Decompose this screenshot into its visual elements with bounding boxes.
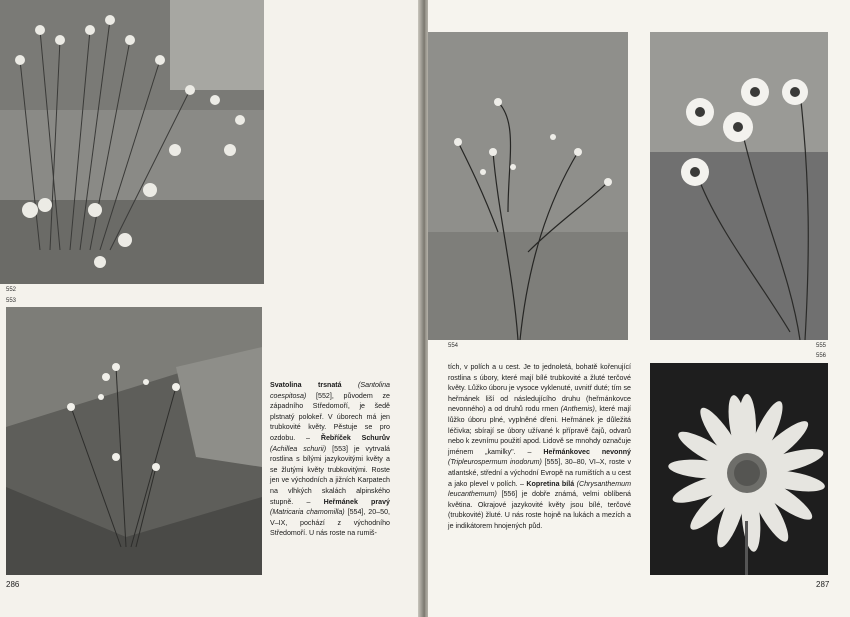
page-number-right: 287: [816, 580, 830, 589]
body-text-right: [448, 362, 631, 532]
species-latin: (Matricaria chamomilla): [270, 508, 345, 517]
page-number-left: 286: [6, 580, 20, 589]
species-name: Svatolina trsnatá: [270, 381, 342, 389]
species-name: Řebříček Schurův: [320, 433, 390, 442]
left-page: [0, 0, 422, 617]
species-description: [556] je dobře známá, velmi oblíbená květina. Okrajové jazykovité květy jsou bílé, terčové (trubkovité) žluté. U nás roste hojně na lukách a mezích a je indikátorem hnojených půd.: [448, 490, 631, 530]
species-description: , které mají lůžko úboru plné, vyplněné dřeni. Heřmánek je důležitá léčivka; sbírají se úbory užívané k přípravě čajů, odvarů nebo k zevnímu použití apod. Lidově se mnohdy označuje jménem „kamilky". –: [448, 405, 631, 456]
photo-label-556: 556: [816, 353, 827, 359]
photo-label-555: 555: [816, 343, 827, 349]
right-page: [428, 0, 850, 617]
species-description: [555], 30–80, VI–X, roste v atlantské, střední a východní Evropě na rumištích a u cest a jako plevel v polích. –: [448, 458, 632, 488]
species-latin: (Achillea schurii): [270, 444, 327, 453]
photo-552-santolina: [0, 0, 264, 284]
species-latin: (Santolina coespitosa): [270, 381, 390, 400]
species-name: Kopretina bílá: [526, 479, 575, 488]
photo-553-achillea: [6, 307, 262, 575]
species-name: Heřmánek pravý: [323, 497, 390, 506]
photo-label-554: 554: [448, 343, 459, 349]
species-latin: (Anthemis): [560, 405, 595, 414]
species-latin: (Chrysanthemum leucanthemum): [448, 479, 631, 499]
photo-label-553: 553: [6, 298, 17, 304]
species-latin: (Tripleurospermum inodorum): [448, 458, 542, 467]
species-name: Heřmánkovec nevonný: [543, 447, 631, 456]
species-description: tích, v polích a u cest. Je to jednoletá, bohatě kořenující rostlina s úbory, které mají bílé trubkovité a žluté terčové květy. Lůžko úboru je vysoce vyklenuté, uvnitř duté; tím se heřmánek liší od následujícího druhu (heřmánkovce nevonného) a od druhů rodu rmen: [448, 363, 631, 414]
species-description: [553] je vytrvalá rostlina s bílými jazykovitými květy a se žlutými květy trubkovitými. Roste jen ve východních a jižních Karpatech na vlhkých skalách alpinského stupně. –: [270, 444, 390, 506]
photo-555-tripleurospermum: [650, 32, 828, 340]
species-description: [552], původem ze západního Středomoří, je šedě plstnatý polokeř. V úborech má jen trubkovité květy. Pěstuje se pro ozdobu. –: [270, 391, 390, 442]
species-description: [554], 20–50, V–IX, pochází z východního Středomoří. U nás roste na rumiš-: [270, 508, 391, 538]
photo-label-552: 552: [6, 287, 17, 293]
photo-556-leucanthemum: [650, 363, 828, 575]
body-text-left: [270, 380, 390, 539]
photo-554-matricaria: [428, 32, 628, 340]
